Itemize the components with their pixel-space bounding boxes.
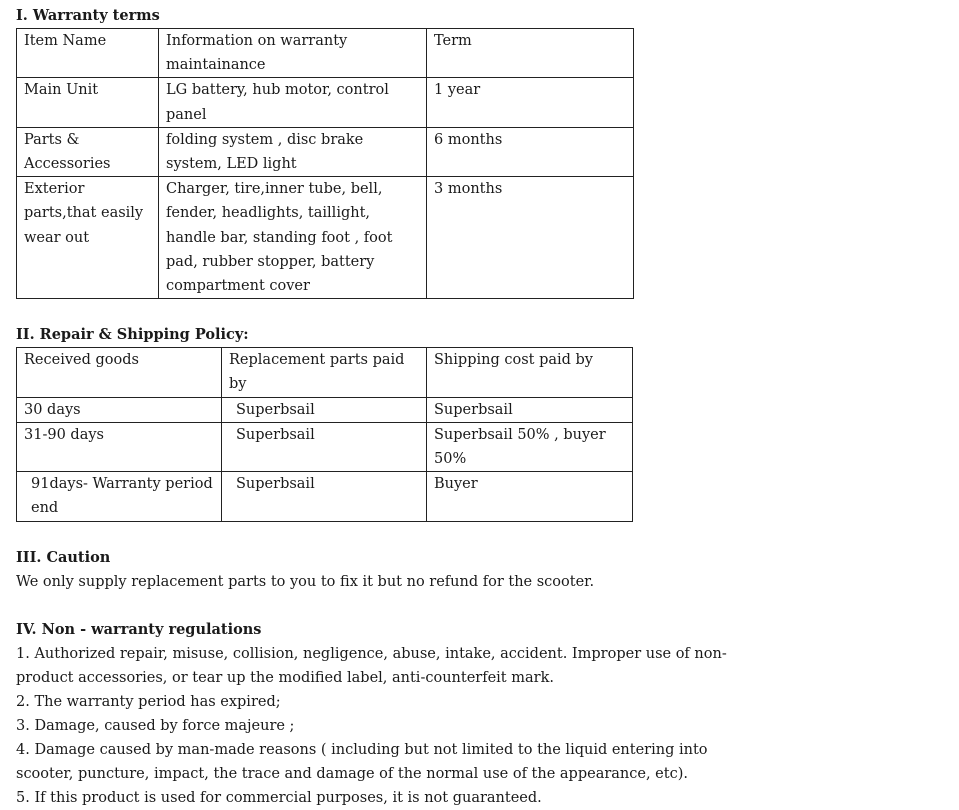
table-cell: 1 year (427, 78, 634, 127)
table-cell: LG battery, hub motor, control panel (159, 78, 427, 127)
table-cell: Superbsail (222, 422, 427, 471)
repair-table (16, 347, 633, 521)
warranty-heading: I. Warranty terms (16, 7, 160, 24)
list-item: 3. Damage, caused by force majeure ; (16, 717, 295, 734)
table-cell: 30 days (17, 397, 222, 422)
table-cell: 6 months (427, 127, 634, 176)
table-cell: Charger, tire,inner tube, bell, fender, headlights, taillight, handle bar, standing foot , foot pad, rubber stopper, battery compartment cover (159, 177, 427, 299)
caution-text: We only supply replacement parts to you to fix it but no refund for the scooter. (16, 573, 595, 590)
list-item: 2. The warranty period has expired; (16, 693, 281, 710)
header-cell: Shipping cost paid by (427, 348, 633, 397)
table-cell: Buyer (427, 472, 633, 521)
table-cell: Parts & Accessories (17, 127, 159, 176)
table-cell: 3 months (427, 177, 634, 299)
table-row (17, 397, 633, 422)
table-cell: Superbsail (222, 472, 427, 521)
header-cell: Item Name (17, 29, 159, 78)
table-row (17, 78, 634, 127)
header-cell: Term (427, 29, 634, 78)
header-cell: Information on warranty maintainance (159, 29, 427, 78)
non-warranty-heading: IV. Non - warranty regulations (16, 620, 262, 638)
table-cell: 31-90 days (17, 422, 222, 471)
header-cell: Replacement parts paid by (222, 348, 427, 397)
table-cell: 91days- Warranty period end (17, 472, 222, 521)
table-row (17, 177, 634, 299)
document-page (16, 4, 946, 810)
table-cell: Superbsail (427, 397, 633, 422)
table-cell: folding system , disc brake system, LED light (159, 127, 427, 176)
table-cell: Superbsail 50% , buyer 50% (427, 422, 633, 471)
caution-heading: III. Caution (16, 548, 111, 566)
table-header-row (17, 29, 634, 78)
header-cell: Received goods (17, 348, 222, 397)
list-item: 5. If this product is used for commercial purposes, it is not guaranteed. (16, 789, 542, 806)
table-row (17, 422, 633, 471)
table-header-row (17, 348, 633, 397)
repair-heading: II. Repair & Shipping Policy: (16, 326, 249, 344)
table-cell: Superbsail (222, 397, 427, 422)
table-cell: Exterior parts,that easily wear out (17, 177, 159, 299)
list-item: 1. Authorized repair, misuse, collision, negligence, abuse, intake, accident. Improper use of non-product accessories, or tear up the modified label, anti-counterfeit mark. (16, 645, 727, 686)
table-cell: Main Unit (17, 78, 159, 127)
list-item: 4. Damage caused by man-made reasons ( including but not limited to the liquid entering into scooter, puncture, impact, the trace and damage of the normal use of the appearance, etc). (16, 741, 708, 782)
warranty-table (16, 28, 634, 299)
table-row (17, 127, 634, 176)
table-row (17, 472, 633, 521)
